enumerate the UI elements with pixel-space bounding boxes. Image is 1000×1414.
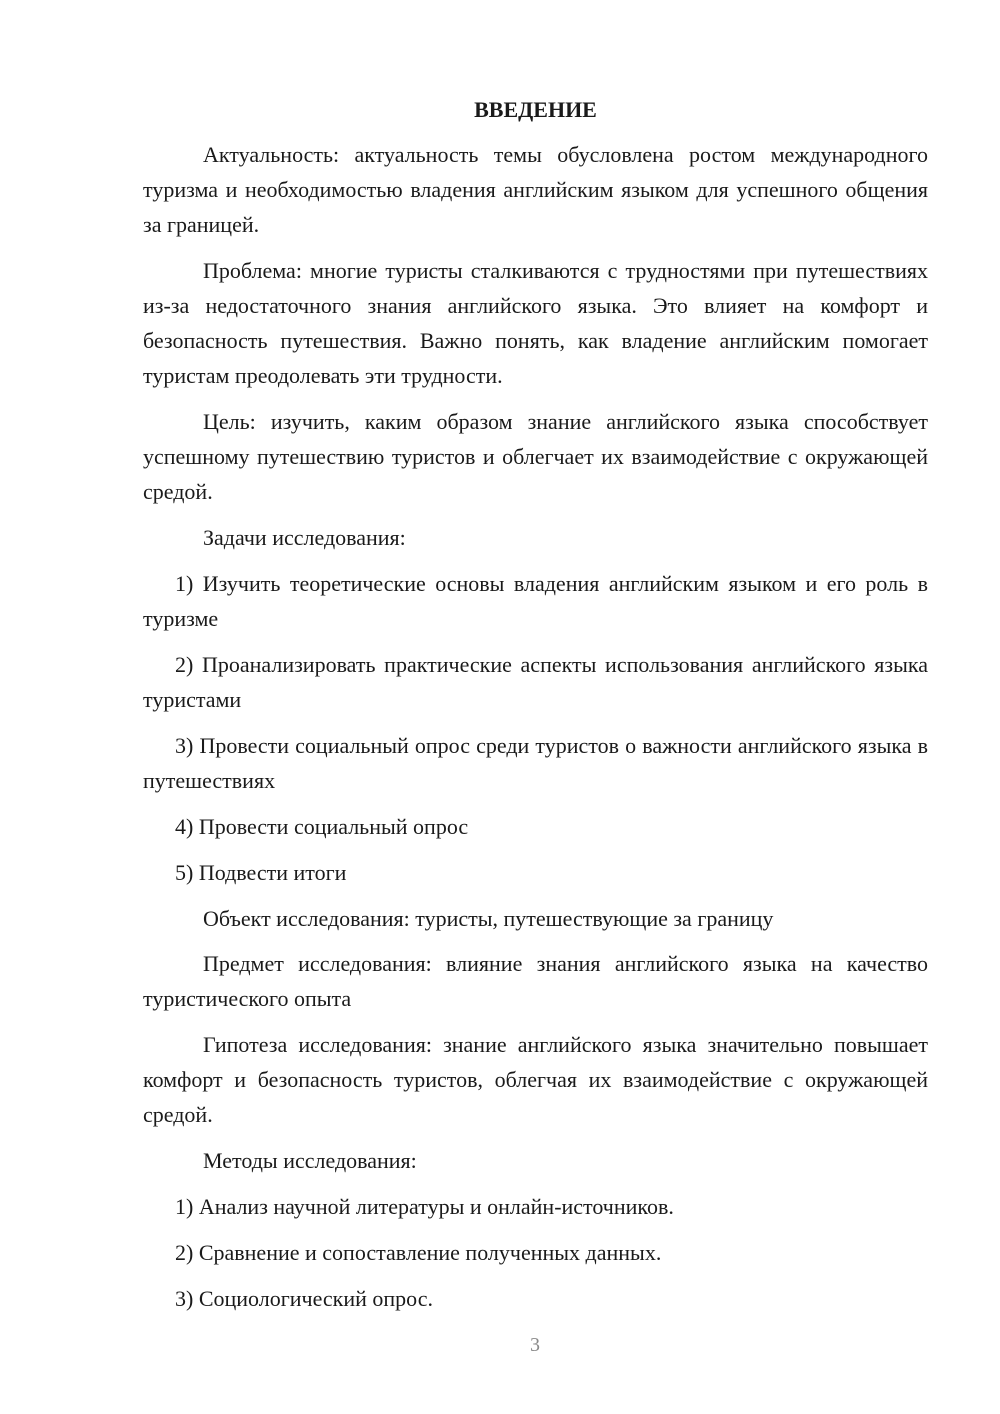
subject-paragraph: Предмет исследования: влияние знания английского языка на качество туристического опыта bbox=[143, 951, 928, 1011]
document-page bbox=[143, 92, 928, 1327]
task-item: 4) Провести социальный опрос bbox=[175, 814, 469, 839]
method-item: 3) Социологический опрос. bbox=[175, 1286, 433, 1311]
task-item: 3) Провести социальный опрос среди туристов о важности английского языка в путешествиях bbox=[143, 733, 928, 793]
method-item: 1) Анализ научной литературы и онлайн-источников. bbox=[175, 1194, 674, 1219]
problem-paragraph: Проблема: многие туристы сталкиваются с трудностями при путешествиях из-за недостаточного знания английского языка. Это влияет на комфорт и безопасность путешествия. Важно понять, как владение английским помогает туристам преодолевать эти трудности. bbox=[143, 258, 928, 388]
methods-heading: Методы исследования: bbox=[203, 1148, 417, 1173]
relevance-paragraph: Актуальность: актуальность темы обусловлена ростом международного туризма и необходимостью владения английским языком для успешного общения за границей. bbox=[143, 142, 928, 237]
task-item: 2) Проанализировать практические аспекты использования английского языка туристами bbox=[143, 652, 928, 712]
method-item: 2) Сравнение и сопоставление полученных данных. bbox=[175, 1240, 662, 1265]
tasks-heading: Задачи исследования: bbox=[203, 525, 406, 550]
object-paragraph: Объект исследования: туристы, путешествующие за границу bbox=[203, 906, 774, 931]
section-title: ВВЕДЕНИЕ bbox=[474, 97, 597, 122]
task-item: 1) Изучить теоретические основы владения английским языком и его роль в туризме bbox=[143, 571, 928, 631]
page-number: 3 bbox=[530, 1334, 540, 1356]
hypothesis-paragraph: Гипотеза исследования: знание английского языка значительно повышает комфорт и безопасность туристов, облегчая их взаимодействие с окружающей средой. bbox=[143, 1032, 928, 1127]
task-item: 5) Подвести итоги bbox=[175, 860, 347, 885]
goal-paragraph: Цель: изучить, каким образом знание английского языка способствует успешному путешествию туристов и облегчает их взаимодействие с окружающей средой. bbox=[143, 409, 928, 504]
